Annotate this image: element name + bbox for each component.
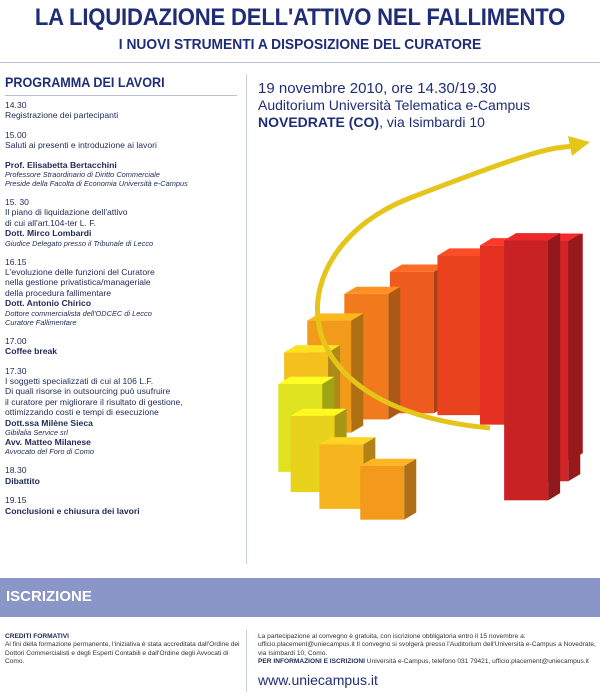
credits-text: Ai fini della formazione permanente, l'iniziativa è stata accreditata dall'Ordine dei Dottori Commercialisti e degli Esperti Contabili e dall'Ordine degli Avvocati di Como. bbox=[5, 641, 240, 665]
website-link[interactable]: www.uniecampus.it bbox=[258, 672, 378, 688]
event-street: , via Isimbardi 10 bbox=[379, 114, 485, 130]
program-speaker: Avv. Matteo Milanese bbox=[5, 436, 91, 447]
program-title: PROGRAMMA DEI LAVORI bbox=[5, 74, 165, 90]
program-speaker: Prof. Elisabetta Bertacchini bbox=[5, 159, 117, 170]
program-item bbox=[5, 197, 237, 248]
program-time: 17.30 bbox=[5, 365, 27, 376]
program-item bbox=[5, 100, 237, 121]
chart-arrow-head bbox=[568, 136, 590, 156]
event-city: NOVEDRATE (CO) bbox=[258, 114, 380, 130]
program-text: Saluti ai presenti e introduzione ai lavori bbox=[5, 140, 157, 151]
footer-divider bbox=[246, 630, 247, 692]
column-divider bbox=[246, 74, 247, 564]
program-item bbox=[5, 495, 237, 516]
program-item bbox=[5, 336, 237, 357]
credits-block bbox=[5, 633, 240, 666]
chart-bar-14 bbox=[504, 233, 560, 500]
event-date: 19 novembre 2010, ore 14.30/19.30 bbox=[258, 80, 497, 97]
program-section bbox=[5, 74, 237, 525]
program-text: il curatore per migliorare il risultato di gestione, bbox=[5, 396, 183, 407]
info-label: PER INFORMAZIONI E ISCRIZIONI bbox=[258, 657, 365, 665]
growth-chart bbox=[250, 128, 600, 568]
program-role: Giudice Delegato presso il Tribunale di Lecco bbox=[5, 238, 154, 248]
credits-title: CREDITI FORMATIVI bbox=[5, 633, 69, 640]
program-text: di cui all'art.104-ter L. F. bbox=[5, 217, 96, 228]
program-time: 18.30 bbox=[5, 465, 27, 476]
program-text: Il piano di liquidazione dell'attivo bbox=[5, 207, 128, 218]
event-venue: Auditorium Università Telematica e-Campus bbox=[258, 97, 531, 113]
program-role: Preside della Facolta di Economia Università e-Campus bbox=[5, 179, 188, 189]
program-text: ottimizzando costi e tempi di esecuzione bbox=[5, 407, 159, 418]
program-role: Gibilalia Service srl bbox=[5, 427, 68, 437]
program-speaker: Dott.ssa Milène Sieca bbox=[5, 417, 93, 428]
program-item bbox=[5, 160, 237, 188]
program-speaker: Dott. Antonio Chirico bbox=[5, 298, 92, 309]
registration-label: ISCRIZIONE bbox=[6, 588, 92, 605]
program-text: L'evoluzione delle funzioni del Curatore bbox=[5, 267, 155, 278]
program-time: 17.00 bbox=[5, 335, 27, 346]
chart-bar-1 bbox=[360, 459, 416, 520]
registration-band bbox=[0, 578, 600, 617]
program-speaker: Dott. Mirco Lombardi bbox=[5, 228, 92, 239]
program-role: Avvocato del Foro di Como bbox=[5, 447, 95, 457]
program-text: Di quali risorse in outsourcing può usufruire bbox=[5, 386, 171, 397]
page-subtitle: I NUOVI STRUMENTI A DISPOSIZIONE DEL CURATORE bbox=[118, 36, 482, 53]
program-item bbox=[5, 130, 237, 151]
program-text: I soggetti specializzati di cui al 106 L.F. bbox=[5, 375, 154, 386]
participation-block bbox=[258, 633, 598, 666]
header-divider bbox=[0, 62, 600, 63]
program-divider bbox=[5, 95, 237, 96]
program-speaker: Dibattito bbox=[5, 475, 40, 486]
program-speaker: Coffee break bbox=[5, 346, 58, 357]
program-speaker: Conclusioni e chiusura dei lavori bbox=[5, 505, 140, 516]
page-title: LA LIQUIDAZIONE DELL'ATTIVO NEL FALLIMENTO bbox=[34, 4, 566, 31]
program-time: 14.30 bbox=[5, 100, 27, 110]
program-role: Dottore commercialista dell'ODCEC di Lecco bbox=[5, 308, 152, 318]
participation-text: La partecipazione al convegno è gratuita, con iscrizione obbligatoria entro il 15 novembre a: ufficio.placement@uniecampus.it Il convegno si svolgerà presso l'Auditorium dell'Università e-Campus a Novedrate, via Isimbardi 10, Como. bbox=[258, 633, 596, 657]
program-role: Curatore Fallimentare bbox=[5, 317, 77, 327]
program-role: Professore Straordinario di Diritto Commerciale bbox=[5, 170, 160, 180]
event-info bbox=[258, 80, 530, 131]
program-text: Registrazione dei partecipanti bbox=[5, 110, 119, 121]
info-line bbox=[258, 658, 598, 666]
program-time: 15. 30 bbox=[5, 197, 29, 208]
program-time: 15.00 bbox=[5, 129, 27, 140]
info-text: Università e-Campus, telefono 031 79421, ufficio.placement@uniecampus.it bbox=[364, 657, 589, 665]
program-text: della procedura fallimentare bbox=[5, 287, 112, 298]
program-text: nella gestione privatistica/manageriale bbox=[5, 277, 151, 288]
program-time: 19.15 bbox=[5, 495, 27, 506]
program-item bbox=[5, 465, 237, 486]
program-item bbox=[5, 257, 237, 327]
program-item bbox=[5, 366, 237, 457]
program-time: 16.15 bbox=[5, 256, 27, 267]
program-list bbox=[5, 100, 237, 516]
